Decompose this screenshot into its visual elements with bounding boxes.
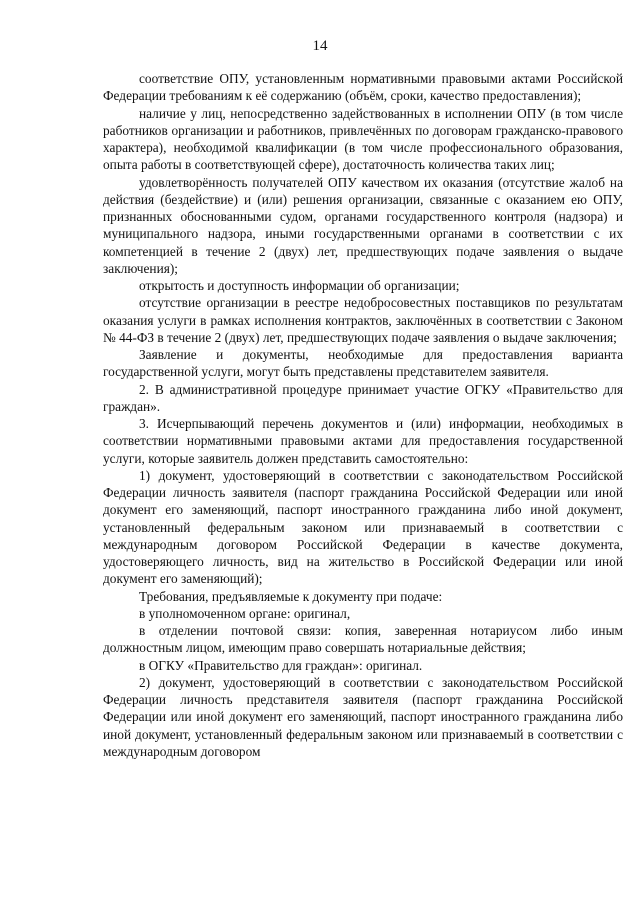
- paragraph: удовлетворённость получателей ОПУ качеством их оказания (отсутствие жалоб на действия (бездействие) и (или) решения организации, связанные с оказанием ею ОПУ, признанных обоснованными судом, органами государственного контроля (надзора) и муниципального надзора, иными государственными органами в соответствии с их компетенцией в течение 2 (двух) лет, предшествующих подаче заявления о выдаче заключения);: [103, 174, 623, 276]
- paragraph: соответствие ОПУ, установленным нормативными правовыми актами Российской Федерации требованиям к её содержанию (объём, сроки, качество предоставления);: [103, 71, 623, 104]
- paragraph: Заявление и документы, необходимые для предоставления варианта государственной услуги, могут быть представлены представителем заявителя.: [103, 347, 623, 380]
- paragraph: Требования, предъявляемые к документу при подаче:: [139, 588, 443, 604]
- body-text: [103, 70, 623, 760]
- paragraph: в отделении почтовой связи: копия, заверенная нотариусом либо иным должностным лицом, имеющим право совершать нотариальные действия;: [103, 623, 623, 656]
- paragraph: в уполномоченном органе: оригинал,: [139, 605, 351, 621]
- page-number: 14: [312, 38, 328, 54]
- paragraph: 3. Исчерпывающий перечень документов и (или) информации, необходимых в соответствии нормативными правовыми актами для предоставления государственной услуги, которые заявитель должен представить самостоятельно:: [103, 416, 623, 466]
- paragraph: наличие у лиц, непосредственно задействованных в исполнении ОПУ (в том числе работников организации и работников, привлечённых по договорам гражданско-правового характера), необходимой квалификации (в том числе профессионального образования, опыта работы в соответствующей сфере), достаточность количества таких лиц;: [103, 105, 623, 173]
- paragraph: отсутствие организации в реестре недобросовестных поставщиков по результатам оказания услуги в рамках исполнения контрактов, заключённых в соответствии с Законом № 44-ФЗ в течение 2 (двух) лет, предшествующих подаче заявления о выдаче заключения;: [103, 295, 623, 345]
- paragraph: в ОГКУ «Правительство для граждан»: оригинал.: [139, 657, 423, 673]
- paragraph: 1) документ, удостоверяющий в соответствии с законодательством Российской Федерации личность заявителя (паспорт гражданина Российской Федерации или иной документ его заменяющий, паспорт иностранного гражданина либо иной документ, установленный федеральным законом или признаваемый в соответствии с международным договором Российской Федерации в качестве документа, удостоверяющего личность, вид на жительство в Российской Федерации или иной документ его заменяющий);: [103, 467, 623, 587]
- paragraph: 2) документ, удостоверяющий в соответствии с законодательством Российской Федерации личность представителя заявителя (паспорт гражданина Российской Федерации или иной документ его заменяющий, паспорт иностранного гражданина либо иной документ, установленный федеральным законом или признаваемый в соответствии с международным договором: [103, 674, 623, 759]
- paragraph: открытость и доступность информации об организации;: [139, 278, 460, 293]
- paragraph: 2. В административной процедуре принимает участие ОГКУ «Правительство для граждан».: [103, 381, 623, 414]
